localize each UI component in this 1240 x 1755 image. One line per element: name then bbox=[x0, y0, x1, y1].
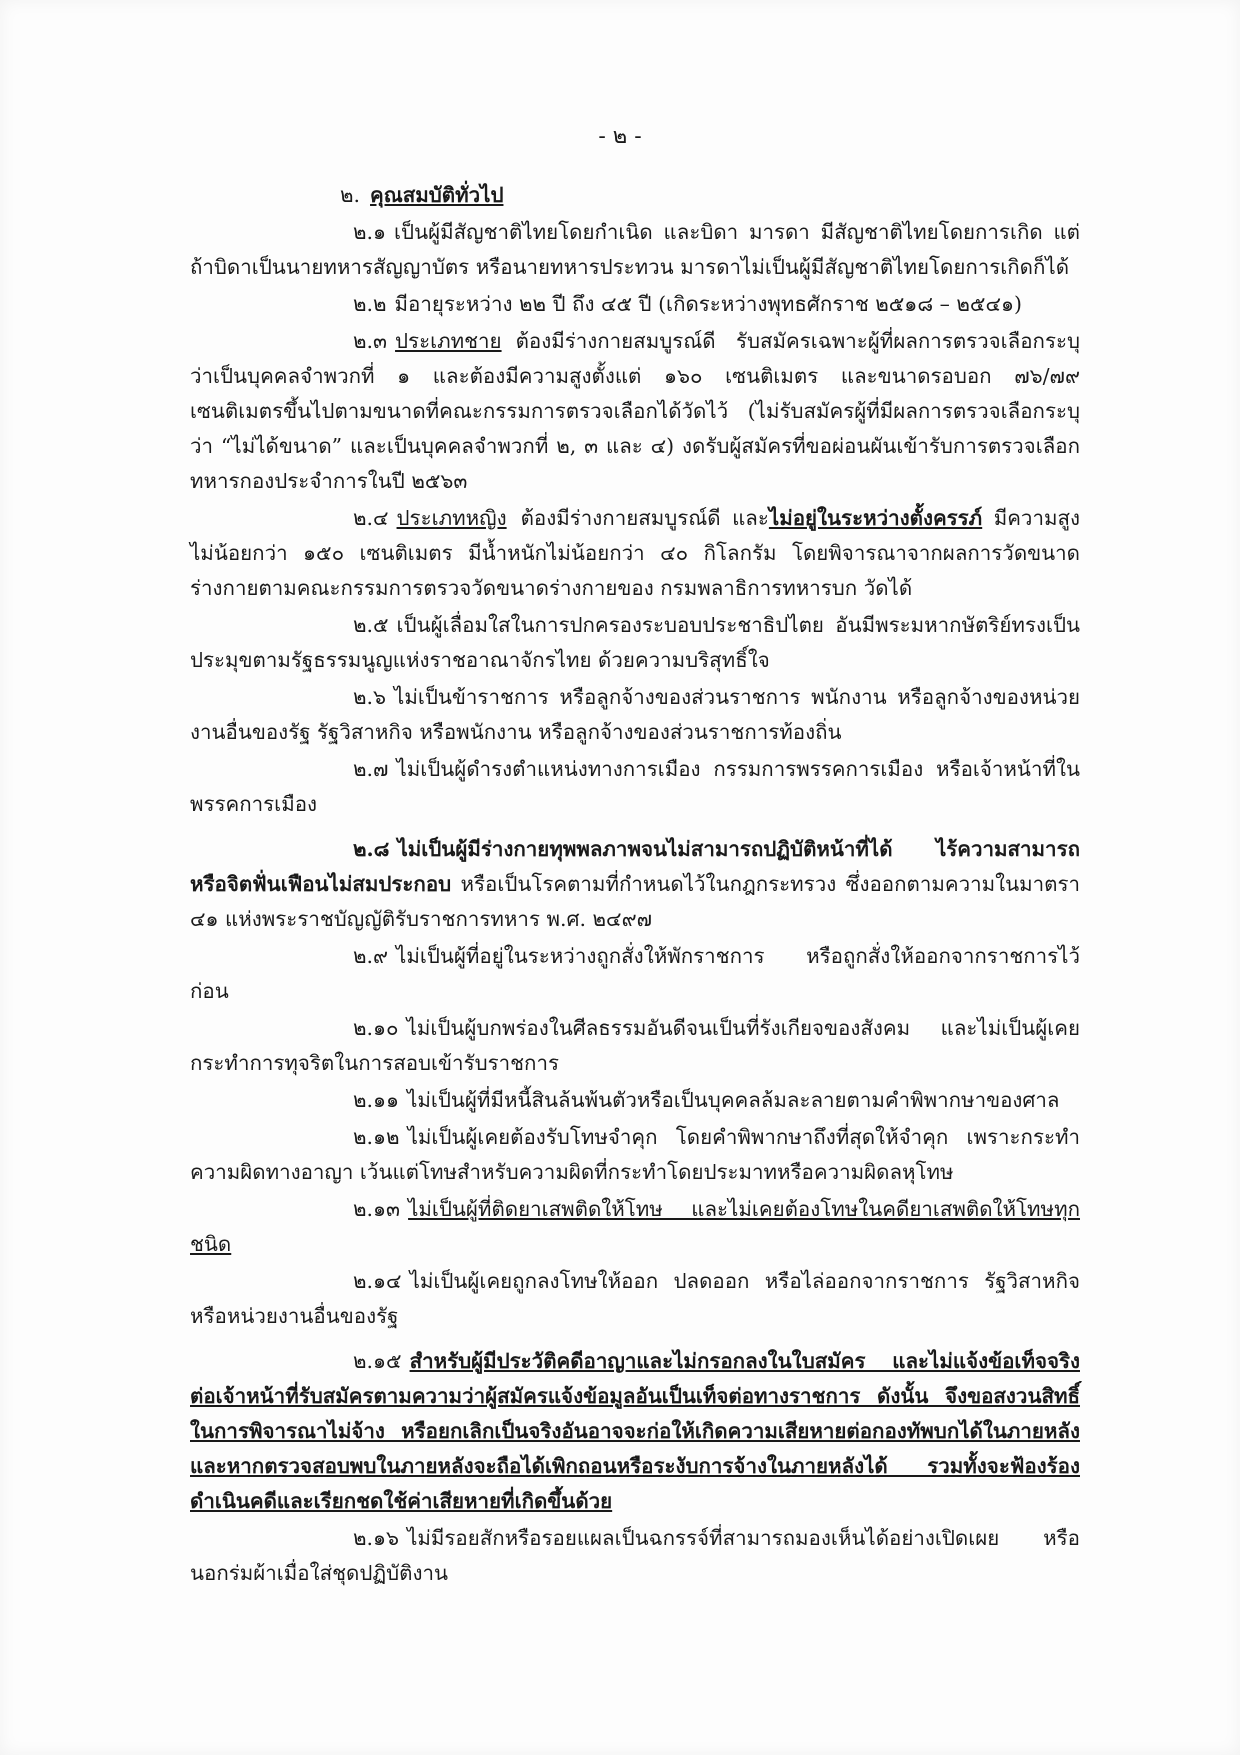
item-number: ๒.๑๖ bbox=[353, 1526, 400, 1550]
item-emphasis: ไม่อยู่ในระหว่างตั้งครรภ์ bbox=[768, 506, 983, 530]
item-bold-text: ไม่เป็นผู้มีร่างกายทุพพลภาพจนไม่สามารถปฏิบัติหน้าที่ได้ ไร้ความสามารถหรือจิตฟั่นเฟือนไม่สมประกอบ bbox=[190, 837, 1080, 896]
item-number: ๒.๙ bbox=[353, 944, 389, 968]
item-number: ๒.๑๒ bbox=[353, 1125, 400, 1149]
item-text: ไม่เป็นข้าราชการ หรือลูกจ้างของส่วนราชการ พนักงาน หรือลูกจ้างของหน่วยงานอื่นของรัฐ รัฐวิสาหกิจ หรือพนักงาน หรือลูกจ้างของส่วนราชการท้องถิ่น bbox=[190, 685, 1080, 744]
document-body bbox=[190, 178, 1080, 1593]
item-text: หรือเป็นโรคตามที่กำหนดไว้ในกฎกระทรวง ซึ่งออกตามความในมาตรา ๔๑ แห่งพระราชบัญญัติรับราชการทหาร พ.ศ. ๒๔๙๗ bbox=[190, 872, 1080, 931]
item-text: ไม่เป็นผู้ที่มีหนี้สินล้นพ้นตัวหรือเป็นบุคคลล้มละลายตามคำพิพากษาของศาล bbox=[407, 1088, 1060, 1112]
item-text: ไม่เป็นผู้บกพร่องในศีลธรรมอันดีจนเป็นที่รังเกียจของสังคม และไม่เป็นผู้เคยกระทำการทุจริตในการสอบเข้ารับราชการ bbox=[190, 1016, 1080, 1075]
item-number: ๒.๑ bbox=[353, 220, 387, 244]
item-2-11 bbox=[190, 1083, 1080, 1118]
item-2-10 bbox=[190, 1011, 1080, 1081]
item-text: เป็นผู้เลื่อมใสในการปกครองระบอบประชาธิปไตย อันมีพระมหากษัตริย์ทรงเป็นประมุขตามรัฐธรรมนูญแห่งราชอาณาจักรไทย ด้วยความบริสุทธิ์ใจ bbox=[190, 613, 1080, 672]
item-text: สำหรับผู้มีประวัติคดีอาญาและไม่กรอกลงในใบสมัคร และไม่แจ้งข้อเท็จจริงต่อเจ้าหน้าที่รับสมัครตามความว่าผู้สมัครแจ้งข้อมูลอันเป็นเท็จต่อทางราชการ ดังนั้น จึงขอสงวนสิทธิ์ในการพิจารณาไม่จ้าง หรือยกเลิกเป็นจริงอันอาจจะก่อให้เกิดความเสียหายต่อกองทัพบกได้ในภายหลังและหากตรวจสอบพบในภายหลังจะถือได้เพิกถอนหรือระงับการจ้างในภายหลังได้ รวมทั้งจะฟ้องร้องดำเนินคดีและเรียกชดใช้ค่าเสียหายที่เกิดขึ้นด้วย bbox=[190, 1349, 1080, 1513]
item-number: ๒.๒ bbox=[353, 292, 387, 316]
item-2-12 bbox=[190, 1120, 1080, 1190]
item-label-male: ประเภทชาย bbox=[395, 329, 502, 353]
item-text: ต้องมีร่างกายสมบูรณ์ดี รับสมัครเฉพาะผู้ที่ผลการตรวจเลือกระบุว่าเป็นบุคคลจำพวกที่ ๑ และต้องมีความสูงตั้งแต่ ๑๖๐ เซนติเมตร และขนาดรอบอก ๗๖/๗๙ เซนติเมตรขึ้นไปตามขนาดที่คณะกรรมการตรวจเลือกได้วัดไว้ (ไม่รับสมัครผู้ที่มีผลการตรวจเลือกระบุว่า “ไม่ได้ขนาด” และเป็นบุคคลจำพวกที่ ๒, ๓ และ ๔) งดรับผู้สมัครที่ขอผ่อนผันเข้ารับการตรวจเลือกทหารกองประจำการในปี ๒๕๖๓ bbox=[190, 329, 1080, 493]
item-2-16 bbox=[190, 1521, 1080, 1591]
item-number: ๒.๘ bbox=[353, 837, 390, 861]
item-number: ๒.๑๑ bbox=[353, 1088, 400, 1112]
item-label-female: ประเภทหญิง bbox=[396, 506, 507, 530]
item-text: ไม่เป็นผู้ที่อยู่ในระหว่างถูกสั่งให้พักราชการ หรือถูกสั่งให้ออกจากราชการไว้ก่อน bbox=[190, 944, 1080, 1003]
item-number: ๒.๖ bbox=[353, 685, 387, 709]
item-number: ๒.๑๔ bbox=[353, 1269, 402, 1293]
section-heading bbox=[190, 178, 1080, 213]
item-number: ๒.๔ bbox=[353, 506, 389, 530]
item-text: ต้องมีร่างกายสมบูรณ์ดี และ bbox=[520, 506, 769, 530]
item-text: ไม่เป็นผู้เคยต้องรับโทษจำคุก โดยคำพิพากษาถึงที่สุดให้จำคุก เพราะกระทำความผิดทางอาญา เว้นแต่โทษสำหรับความผิดที่กระทำโดยประมาทหรือความผิดลหุโทษ bbox=[190, 1125, 1080, 1184]
item-text-continued: มีความสูงไม่น้อยกว่า ๑๕๐ เซนติเมตร มีน้ำหนักไม่น้อยกว่า ๔๐ กิโลกรัม โดยพิจารณาจากผลการวัดขนาดร่างกายตามคณะกรรมการตรวจวัดขนาดร่างกายของ กรมพลาธิการทหารบก วัดได้ bbox=[190, 506, 1080, 600]
item-text: ไม่เป็นผู้ดำรงตำแหน่งทางการเมือง กรรมการพรรคการเมือง หรือเจ้าหน้าที่ในพรรคการเมือง bbox=[190, 757, 1080, 816]
item-number: ๒.๑๓ bbox=[353, 1197, 401, 1221]
item-text: ไม่เป็นผู้ที่ติดยาเสพติดให้โทษ และไม่เคยต้องโทษในคดียาเสพติดให้โทษทุกชนิด bbox=[190, 1197, 1080, 1256]
item-2-6 bbox=[190, 680, 1080, 750]
item-2-7 bbox=[190, 752, 1080, 822]
item-2-1 bbox=[190, 215, 1080, 285]
section-number: ๒. bbox=[340, 183, 361, 207]
item-number: ๒.๑๐ bbox=[353, 1016, 399, 1040]
item-number: ๒.๑๕ bbox=[353, 1349, 402, 1373]
item-text: ไม่เป็นผู้เคยถูกลงโทษให้ออก ปลดออก หรือไล่ออกจากราชการ รัฐวิสาหกิจ หรือหน่วยงานอื่นของรัฐ bbox=[190, 1269, 1080, 1328]
item-2-4 bbox=[190, 501, 1080, 606]
item-2-5 bbox=[190, 608, 1080, 678]
section-title: คุณสมบัติทั่วไป bbox=[370, 183, 504, 207]
item-2-3 bbox=[190, 324, 1080, 499]
item-number: ๒.๗ bbox=[353, 757, 389, 781]
item-number: ๒.๓ bbox=[353, 329, 388, 353]
item-text: ไม่มีรอยสักหรือรอยแผลเป็นฉกรรจ์ที่สามารถมองเห็นได้อย่างเปิดเผย หรือนอกร่มผ้าเมื่อใส่ชุดปฏิบัติงาน bbox=[190, 1526, 1080, 1585]
item-2-8 bbox=[190, 832, 1080, 937]
item-2-15 bbox=[190, 1344, 1080, 1519]
item-text: เป็นผู้มีสัญชาติไทยโดยกำเนิด และบิดา มารดา มีสัญชาติไทยโดยการเกิด แต่ถ้าบิดาเป็นนายทหารสัญญาบัตร หรือนายทหารประทวน มารดาไม่เป็นผู้มีสัญชาติไทยโดยการเกิดก็ได้ bbox=[190, 220, 1080, 279]
item-number: ๒.๕ bbox=[353, 613, 389, 637]
item-2-9 bbox=[190, 939, 1080, 1009]
item-2-2 bbox=[190, 287, 1080, 322]
item-text: มีอายุระหว่าง ๒๒ ปี ถึง ๔๕ ปี (เกิดระหว่างพุทธศักราช ๒๕๑๘ – ๒๕๔๑) bbox=[394, 292, 1022, 316]
page-number: - ๒ - bbox=[598, 124, 642, 149]
item-2-13 bbox=[190, 1192, 1080, 1262]
item-2-14 bbox=[190, 1264, 1080, 1334]
